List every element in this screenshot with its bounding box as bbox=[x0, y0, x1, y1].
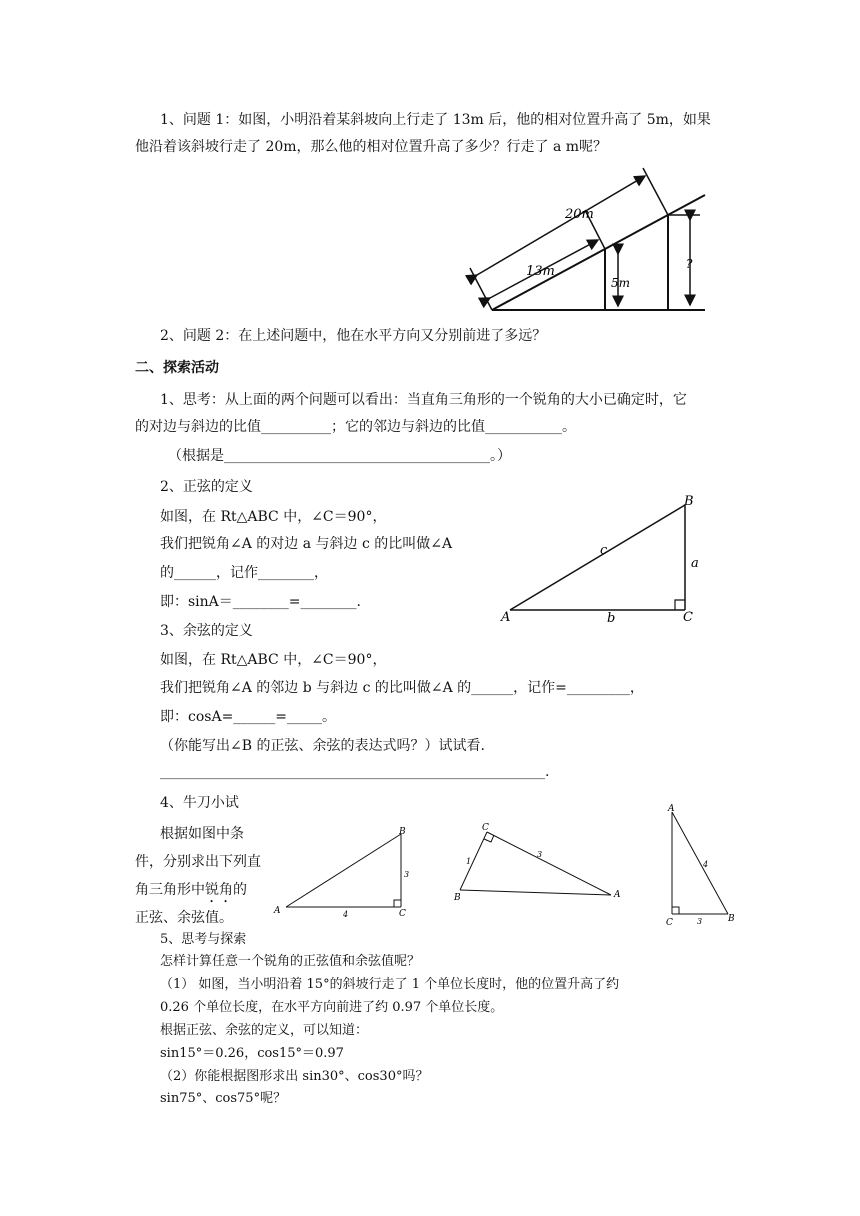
problem-1-line-1: 1、问题 1：如图，小明沿着某斜坡向上行走了 13m 后，他的相对位置升高了 5m，如果 bbox=[160, 112, 711, 128]
explore-line-7: sin75°、cos75°呢？ bbox=[160, 1091, 287, 1106]
svg-text:B: B bbox=[454, 893, 461, 903]
svg-text:A: A bbox=[614, 890, 621, 900]
explore-line-4: 根据正弦、余弦的定义，可以知道： bbox=[160, 1023, 369, 1038]
practice-title: 4、牛刀小试 bbox=[160, 795, 239, 811]
practice-line-4: 正弦、余弦值。 bbox=[135, 910, 233, 926]
cosine-line-3: 即：cosA=______=_____。 bbox=[160, 709, 337, 725]
sine-line-2: 我们把锐角∠A 的对边 a 与斜边 c 的比叫做∠A bbox=[160, 536, 453, 552]
vertex-a: A bbox=[501, 610, 511, 625]
triangle-abc-figure bbox=[495, 490, 725, 630]
cosine-line-1: 如图，在 Rt△ABC 中，∠C＝90°， bbox=[160, 652, 387, 668]
explore-line-2: （1） 如图，当小明沿着 15°的斜坡行走了 1 个单位长度时，他的位置升高了约 bbox=[160, 977, 620, 992]
sine-line-4: 即：sinA＝________=________. bbox=[160, 594, 361, 610]
problem-1-line-2: 他沿着该斜坡行走了 20m，那么他的相对位置升高了多少？行走了 a m呢？ bbox=[135, 139, 608, 155]
practice-triangle-2 bbox=[445, 820, 635, 910]
svg-text:A: A bbox=[274, 906, 281, 916]
svg-text:3: 3 bbox=[404, 870, 410, 879]
svg-text:A: A bbox=[668, 804, 675, 814]
label-5m: 5m bbox=[611, 276, 631, 290]
practice-triangle-1 bbox=[270, 822, 420, 922]
explore-line-3: 0.26 个单位长度，在水平方向前进了约 0.97 个单位长度。 bbox=[160, 1000, 504, 1015]
label-20m: 20m bbox=[565, 207, 594, 222]
practice-line-1: 根据如图中条 bbox=[160, 826, 244, 842]
vertex-c: C bbox=[683, 610, 693, 625]
sine-line-3: 的______，记作________， bbox=[160, 565, 328, 581]
slope-line bbox=[492, 195, 705, 310]
practice-line-2: 件，分别求出下列直 bbox=[135, 854, 261, 870]
sine-line-1: 如图，在 Rt△ABC 中，∠C＝90°， bbox=[160, 509, 387, 525]
label-question: ? bbox=[686, 257, 693, 271]
svg-text:C: C bbox=[482, 823, 489, 833]
think-line-2: 的对边与斜边的比值__________；它的邻边与斜边的比值___________。 bbox=[135, 419, 576, 435]
explore-line-1: 怎样计算任意一个锐角的正弦值和余弦值呢？ bbox=[160, 954, 421, 969]
svg-text:3: 3 bbox=[697, 917, 703, 926]
svg-text:B: B bbox=[399, 827, 406, 837]
svg-text:C: C bbox=[666, 918, 673, 928]
think-line-1: 1、思考：从上面的两个问题可以看出：当直角三角形的一个锐角的大小已确定时，它 bbox=[160, 392, 687, 408]
cosine-line-4: （你能写出∠B 的正弦、余弦的表达式吗？）试试看. bbox=[160, 738, 485, 754]
ext-c bbox=[643, 168, 668, 215]
svg-text:1: 1 bbox=[466, 857, 472, 866]
svg-text:3: 3 bbox=[537, 850, 543, 859]
practice-line-3: 角三角形中锐角的 bbox=[135, 882, 247, 898]
explore-line-5: sin15°＝0.26，cos15°＝0.97 bbox=[160, 1046, 344, 1061]
svg-text:C: C bbox=[399, 909, 406, 919]
sine-title: 2、正弦的定义 bbox=[160, 479, 253, 495]
think-line-3: （根据是______________________________________。） bbox=[168, 448, 511, 464]
label-13m: 13m bbox=[526, 264, 555, 279]
side-b: b bbox=[607, 611, 616, 626]
ext-a bbox=[470, 268, 492, 310]
side-c: c bbox=[600, 543, 608, 558]
cosine-line-2: 我们把锐角∠A 的邻边 b 与斜边 c 的比叫做∠A 的______，记作=_________， bbox=[160, 680, 644, 696]
section-2-title: 二、探索活动 bbox=[135, 360, 219, 376]
svg-text:4: 4 bbox=[703, 860, 709, 869]
cosine-answer-line: _______________________________________________________. bbox=[160, 764, 550, 780]
svg-text:B: B bbox=[728, 914, 735, 924]
cosine-title: 3、余弦的定义 bbox=[160, 623, 253, 639]
vertex-b: B bbox=[684, 494, 694, 509]
explore-title: 5、思考与探索 bbox=[160, 932, 247, 947]
explore-line-6: （2）你能根据图形求出 sin30°、cos30°吗？ bbox=[160, 1069, 429, 1084]
slope-figure bbox=[460, 160, 710, 320]
side-a: a bbox=[691, 556, 699, 571]
practice-triangle-3 bbox=[660, 800, 750, 930]
problem-2: 2、问题 2：在上述问题中，他在水平方向又分别前进了多远？ bbox=[160, 328, 547, 344]
svg-text:4: 4 bbox=[343, 910, 349, 919]
